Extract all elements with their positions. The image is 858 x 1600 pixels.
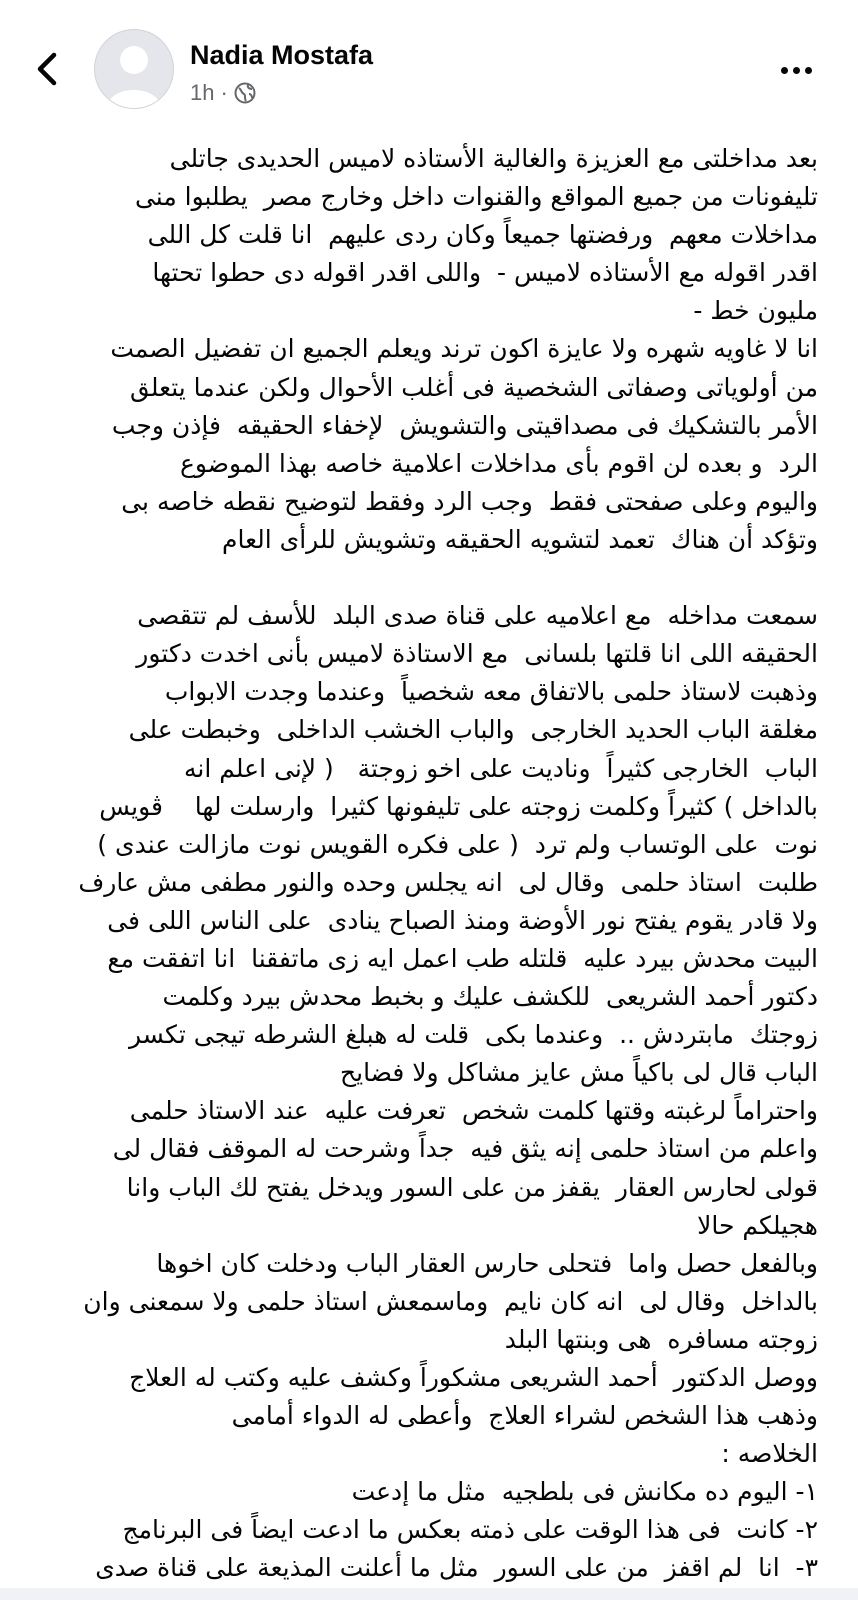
post-line: من أولوياتى وصفاتى الشخصية فى أغلب الأحوال ولكن عندما يتعلق [130,372,818,402]
post-line: الباب الخارجى كثيراً وناديت على اخو زوجتة ( لإنى اعلم انه [184,753,818,783]
divider [0,1588,858,1600]
dot [781,67,788,74]
post-body [10,140,818,1588]
post-line: ٣- انا لم اقفز من على السور مثل ما أعلنت المذيعة على قناة صدى [95,1553,818,1583]
post-line: واحتراماً لرغبته وقتها كلمت شخص تعرفت عليه عند الاستاذ حلمى [129,1096,818,1126]
author-name[interactable]: Nadia Mostafa [190,40,374,70]
post-line: تليفونات من جميع المواقع والقنوات داخل وخارج مصر يطلبوا منى [134,182,818,212]
globe-icon[interactable] [234,82,256,104]
post-line: واليوم وعلى صفحتى فقط وجب الرد وفقط لتوضيح نقطه خاصه بى [121,486,818,516]
post-line: قولى لحارس العقار يقفز من على السور ويدخل يفتح لك الباب وانا [126,1172,818,1202]
post-line: ١- اليوم ده مكانش فى بلطجيه مثل ما إدعت [351,1477,818,1507]
post-line: مليون خط - [693,296,818,326]
post-line: دكتور أحمد الشريعى للكشف عليك و بخبط محدش بيرد وكلمت [162,982,818,1012]
post-line: سمعت مداخله مع اعلاميه على قناة صدى البلد للأسف لم تتقصى [137,601,818,631]
post-line: الرد و بعده لن اقوم بأى مداخلات اعلامية خاصه بهذا الموضوع [179,448,818,478]
post-line: زوجتك مابتردش .. وعندما بكى قلت له هبلغ الشرطه تيجى تكسر [128,1020,818,1050]
default-profile-icon [95,30,173,108]
post-line: وتؤكد أن هناك تعمد لتشويه الحقيقه وتشويش للرأى العام [221,524,818,554]
post-line: نوت على الوتساب ولم ترد ( على فكره القويس نوت مازالت عندى ) [97,829,818,859]
post-line: وذهب هذا الشخص لشراء العلاج وأعطى له الدواء أمامى [231,1401,818,1431]
post-line: البيت محدش بيرد عليه قلتله طب اعمل ايه زى ماتفقنا انا اتفقت مع [107,943,818,973]
post-line: واعلم من استاذ حلمى إنه يثق فيه جداً وشرحت له الموقف فقال لى [112,1134,818,1164]
post-line: ٢- كانت فى هذا الوقت على ذمته بعكس ما ادعت ايضاً فى البرنامج [122,1515,818,1545]
post-line: اقدر اقوله مع الأستاذه لاميس - واللى اقدر اقوله دى حطوا تحتها [152,258,818,288]
post-line: وذهبت لاستاذ حلمى بالاتفاق معه شخصياً وعندما وجدت الابواب [164,677,818,707]
more-options-button[interactable] [772,58,820,82]
back-button[interactable] [30,50,64,88]
dot [793,67,800,74]
post-line: الباب قال لى باكياً مش عايز مشاكل ولا فضايح [339,1058,818,1088]
post-line: بالداخل وقال لى انه كان نايم وماسمعش استاذ حلمى ولا سمعنى وان [83,1286,818,1316]
post-line: طلبت استاذ حلمى وقال لى انه يجلس وحده والنور مطفى مش عارف [78,867,818,897]
post-line: مداخلات معهم ورفضتها جميعاً وكان ردى عليهم انا قلت كل اللى [147,220,818,250]
post-line: وبالفعل حصل واما فتحلى حارس العقار الباب ودخلت كان اخوها [156,1248,818,1278]
post-line: ولا قادر يقوم يفتح نور الأوضة ومنذ الصباح ينادى على الناس اللى فى [107,905,818,935]
post-line: الخلاصه : [721,1439,818,1469]
post-line: بعد مداخلتى مع العزيزة والغالية الأستاذه لاميس الحديدى جاتلى [169,144,818,173]
dot [805,67,812,74]
post-line: مغلقة الباب الحديد الخارجى والباب الخشب الداخلى وخبطت على [128,715,818,745]
post-meta [190,80,256,106]
post-line: بالداخل ) كثيراً وكلمت زوجته على تليفونها كثيرا وارسلت لها ڤويس [99,791,818,821]
meta-separator: · [220,80,228,105]
post-line: انا لا غاويه شهره ولا عايزة اكون ترند ويعلم الجميع ان تفضيل الصمت [110,334,818,364]
post-time[interactable]: 1h [190,80,215,105]
post-line: الأمر بالتشكيك فى مصداقيتى والتشويش لإخفاء الحقيقه فإذن وجب [111,410,818,440]
post-line: ووصل الدكتور أحمد الشريعى مشكوراً وكشف عليه وكتب له العلاج [129,1363,818,1392]
avatar[interactable] [94,29,174,109]
post-line: الحقيقه اللى انا قلتها بلسانى مع الاستاذة لاميس بأنى اخدت دكتور [136,639,818,669]
post-line: زوجته مسافره هى وبنتها البلد [504,1324,818,1354]
chevron-left-icon [30,50,64,88]
post-line [10,559,818,597]
post-line: هجيلكم حالا [697,1210,818,1240]
